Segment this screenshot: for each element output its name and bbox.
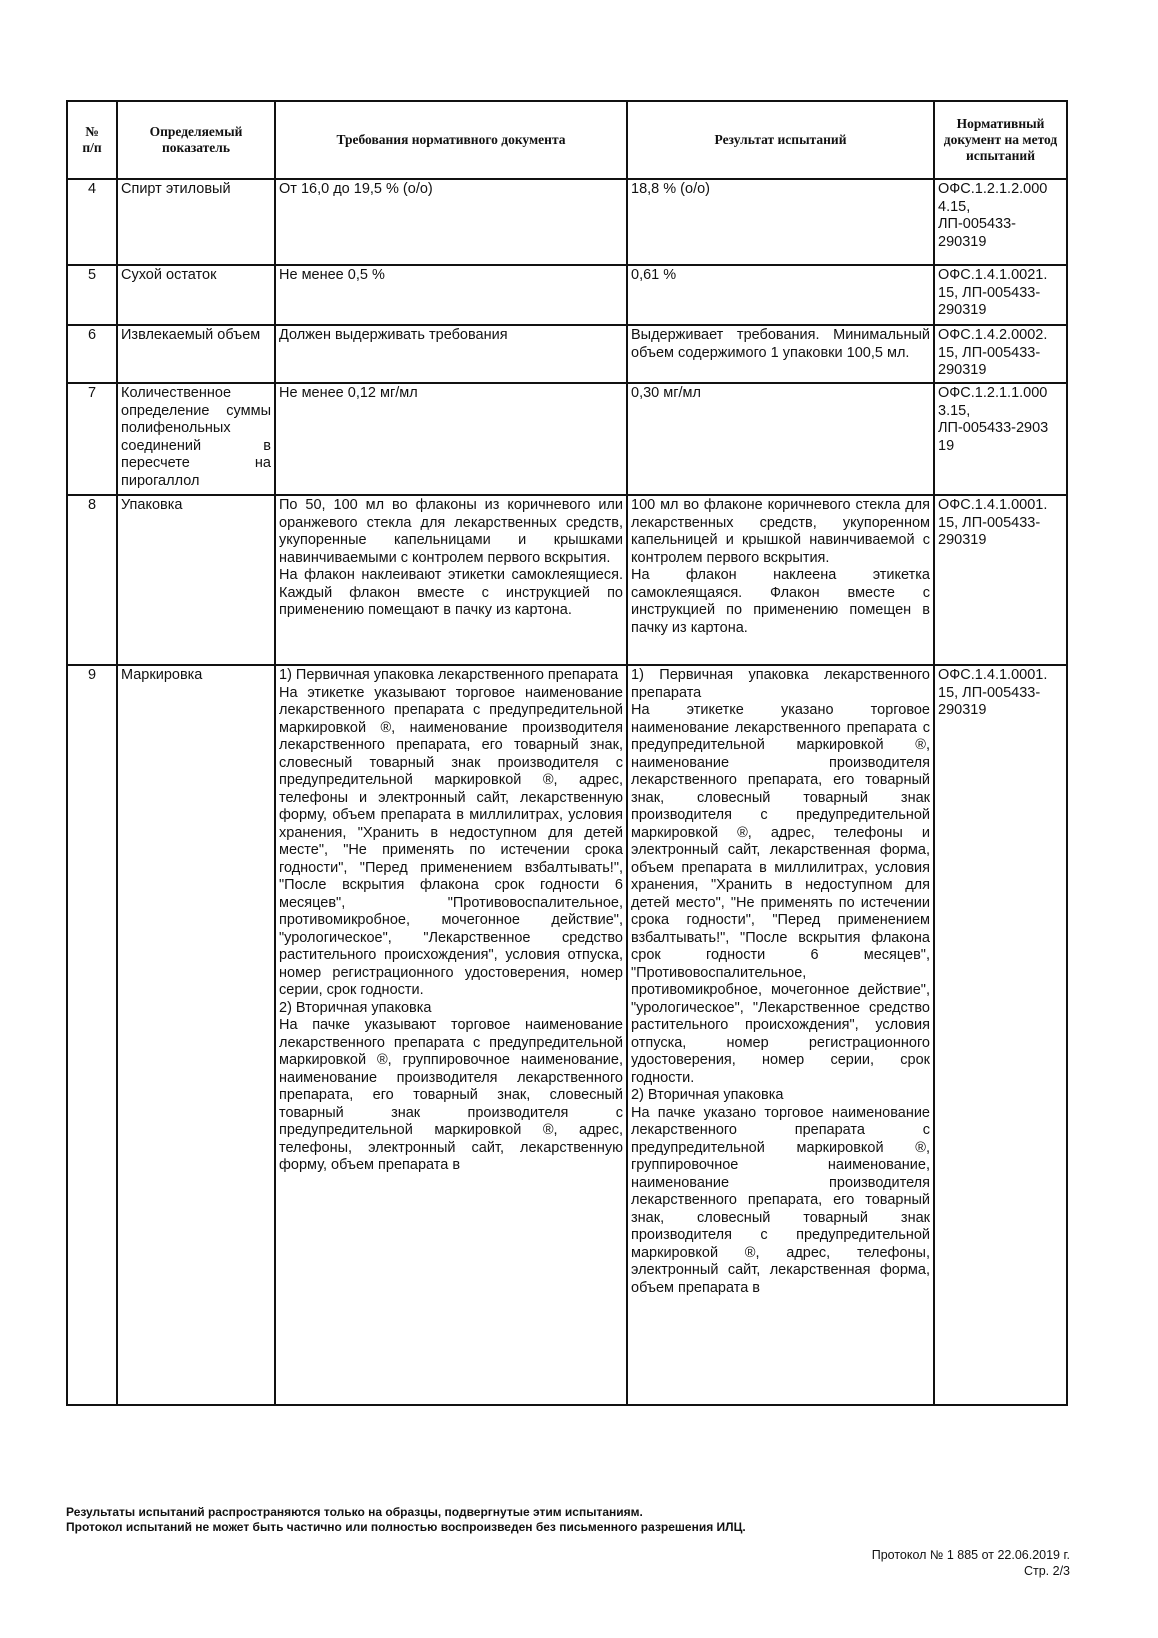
- row-num: 7: [67, 383, 117, 495]
- header-row: [67, 101, 1067, 179]
- table-row: [67, 383, 1067, 495]
- page-number: Стр. 2/3: [1023, 1564, 1070, 1578]
- row-indicator: Извлекаемый объем: [117, 325, 275, 383]
- protocol-reference: Протокол № 1 885 от 22.06.2019 г.: [871, 1548, 1070, 1562]
- footer-notes: [66, 1505, 746, 1535]
- row-result: 100 мл во флаконе коричневого стекла для лекарственных средств, укупоренном капельницей и крышкой навинчиваемой с контролем первого вскрытия. На флакон наклеена этикетка самоклеящаяся. Флакон вместе с инструкцией по применению помещен в пачку из картона.: [627, 495, 934, 665]
- row-method: ОФС.1.2.1.2.000 4.15, ЛП-005433- 290319: [934, 179, 1067, 265]
- row-method: ОФС.1.4.1.0001. 15, ЛП-005433- 290319: [934, 495, 1067, 665]
- row-method: ОФС.1.4.1.0021. 15, ЛП-005433- 290319: [934, 265, 1067, 325]
- footer-reference: [872, 1547, 1070, 1579]
- header-requirement: Требования нормативного документа: [275, 101, 627, 179]
- row-indicator: Спирт этиловый: [117, 179, 275, 265]
- row-result: 0,61 %: [627, 265, 934, 325]
- table-row: [67, 495, 1067, 665]
- row-result: 0,30 мг/мл: [627, 383, 934, 495]
- header-indicator: Определяемый показатель: [117, 101, 275, 179]
- row-num: 9: [67, 665, 117, 1405]
- row-indicator: Количественное определение суммы полифенольных соединений в пересчете на пирогаллол: [117, 383, 275, 495]
- row-requirement: От 16,0 до 19,5 % (о/о): [275, 179, 627, 265]
- footer-note-scope: Результаты испытаний распространяются только на образцы, подвергнутые этим испытаниям.: [66, 1505, 643, 1519]
- row-requirement: Не менее 0,12 мг/мл: [275, 383, 627, 495]
- row-requirement: Не менее 0,5 %: [275, 265, 627, 325]
- row-method: ОФС.1.2.1.1.000 3.15, ЛП-005433-2903 19: [934, 383, 1067, 495]
- header-method: Нормативный документ на метод испытаний: [934, 101, 1067, 179]
- results-table: [66, 100, 1068, 1406]
- row-num: 4: [67, 179, 117, 265]
- row-indicator: Маркировка: [117, 665, 275, 1405]
- footer-note-reproduction: Протокол испытаний не может быть частично или полностью воспроизведен без письменного разрешения ИЛЦ.: [66, 1520, 746, 1534]
- row-result: 1) Первичная упаковка лекарственного препарата На этикетке указано торговое наименование лекарственного препарата с предупредительной маркировкой ®, наименование производителя лекарственного препарата, его товарный знак, словесный товарный знак производителя с предупредительной маркировкой ®, адрес, телефоны и электронный сайт, лекарственная форма, объем препарата в миллилитрах, условия хранения, "Хранить в недоступном для детей место", "Не применять по истечении срока годности", "Перед применением взбалтывать!", "После вскрытия флакона срок годности 6 месяцев", "Противовоспалительное, противомикробное, мочегонное действие", "урологическое", "Лекарственное средство растительного происхождения", условия отпуска, номер регистрационного удостоверения, номер серии, срок годности. 2) Вторичная упаковка На пачке указано торговое наименование лекарственного препарата с предупредительной маркировкой ®, группировочное наименование, наименование производителя лекарственного препарата, его товарный знак, словесный товарный знак производителя с предупредительной маркировкой ®, адрес, телефоны, электронный сайт, лекарственная форма, объем препарата в: [627, 665, 934, 1405]
- row-num: 6: [67, 325, 117, 383]
- table-row: [67, 265, 1067, 325]
- row-method: ОФС.1.4.1.0001. 15, ЛП-005433- 290319: [934, 665, 1067, 1405]
- row-requirement: Должен выдерживать требования: [275, 325, 627, 383]
- row-method: ОФС.1.4.2.0002. 15, ЛП-005433- 290319: [934, 325, 1067, 383]
- header-result: Результат испытаний: [627, 101, 934, 179]
- row-result: 18,8 % (о/о): [627, 179, 934, 265]
- row-requirement: По 50, 100 мл во флаконы из коричневого или оранжевого стекла для лекарственных средств, укупоренные капельницами и крышками навинчиваемыми с контролем первого вскрытия. На флакон наклеивают этикетки самоклеящиеся. Каждый флакон вместе с инструкцией по применению помещают в пачку из картона.: [275, 495, 627, 665]
- header-num: № п/п: [67, 101, 117, 179]
- table-row: [67, 179, 1067, 265]
- row-indicator: Упаковка: [117, 495, 275, 665]
- table-row: [67, 325, 1067, 383]
- row-requirement: 1) Первичная упаковка лекарственного препарата На этикетке указывают торговое наименование лекарственного препарата с предупредительной маркировкой ®, наименование производителя лекарственного препарата, его товарный знак, словесный товарный знак производителя с предупредительной маркировкой ®, адрес, телефоны и электронный сайт, лекарственную форму, объем препарата в миллилитрах, условия хранения, "Хранить в недоступном для детей месте", "Не применять по истечении срока годности", "Перед применением взбалтывать!", "После вскрытия флакона срок годности 6 месяцев", "Противовоспалительное, противомикробное, мочегонное действие", "урологическое", "Лекарственное средство растительного происхождения", условия отпуска, номер регистрационного удостоверения, номер серии, срок годности. 2) Вторичная упаковка На пачке указывают торговое наименование лекарственного препарата с предупредительной маркировкой ®, группировочное наименование, наименование производителя лекарственного препарата, его товарный знак, словесный товарный знак производителя с предупредительной маркировкой ®, адрес, телефоны, электронный сайт, лекарственную форму, объем препарата в: [275, 665, 627, 1405]
- row-num: 5: [67, 265, 117, 325]
- row-num: 8: [67, 495, 117, 665]
- row-indicator: Сухой остаток: [117, 265, 275, 325]
- row-result: Выдерживает требования. Минимальный объем содержимого 1 упаковки 100,5 мл.: [627, 325, 934, 383]
- table-row: [67, 665, 1067, 1405]
